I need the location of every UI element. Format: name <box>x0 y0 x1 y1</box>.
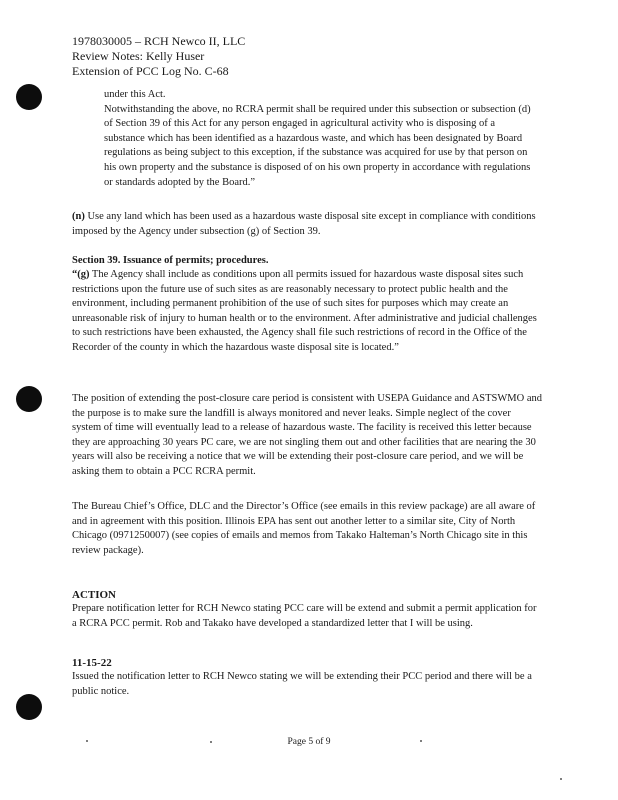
header-facility-id: 1978030005 – RCH Newco II, LLC <box>72 34 246 48</box>
quote-fragment: under this Act. <box>104 89 166 100</box>
binder-hole <box>16 84 42 110</box>
scan-speck <box>560 778 562 780</box>
item-n-lead: (n) <box>72 211 85 222</box>
binder-hole <box>16 694 42 720</box>
quoted-act-excerpt <box>104 88 534 190</box>
position-paragraph: The position of extending the post-closure care period is consistent with USEPA Guidance and ASTSWMO and the purpose is to make sure the landfill is always monitored and never leaks. Simple neglect of the cover system of time will eventually lead to a release of hazardous waste. The facility is received this letter because they are approaching 30 years PC care, we are not singling them out and other facilities that are nearing the 30 years will also be receiving a notice that we will be extending their post-closure care period, and we will be asking them to obtain a PCC RCRA permit. <box>72 393 542 477</box>
scan-speck <box>210 741 212 743</box>
section-39-text: The Agency shall include as conditions upon all permits issued for hazardous waste disposal sites such restrictions upon the future use of such sites as are reasonably necessary to protect public health and the environment, including permanent prohibition of the use of such sites for purposes which may create an unreasonable risk of injury to human health or to the environment. After administrative and judicial challenges to such restrictions have been exhausted, the Agency shall file such restrictions of record in the Office of the Recorder of the county in which the hazardous waste disposal site is located.” <box>72 269 537 353</box>
note-paragraph: Issued the notification letter to RCH Newco stating we will be extending their PCC period and there will be a public notice. <box>72 671 532 697</box>
action-heading: ACTION <box>72 589 117 601</box>
header-subject: Extension of PCC Log No. C-68 <box>72 64 229 78</box>
header-reviewer: Review Notes: Kelly Huser <box>72 49 205 63</box>
page-number: Page 5 of 9 <box>287 737 331 747</box>
section-39-heading: Section 39. Issuance of permits; procedures. <box>72 255 269 266</box>
action-paragraph: Prepare notification letter for RCH Newco stating PCC care will be extend and submit a permit application for a RCRA PCC permit. Rob and Takako have developed a standardized letter that I will be using. <box>72 603 537 629</box>
scan-speck <box>86 740 88 742</box>
scan-speck <box>420 740 422 742</box>
document-header <box>72 34 245 79</box>
item-n-text: Use any land which has been used as a hazardous waste disposal site except in compliance with conditions imposed by the Agency under subsection (g) of Section 39. <box>72 211 536 237</box>
binder-hole <box>16 386 42 412</box>
bureau-paragraph: The Bureau Chief’s Office, DLC and the Director’s Office (see emails in this review package) are all aware of and in agreement with this position. Illinois EPA has sent out another letter to a similar site, City of North Chicago (0971250007) (see copies of emails and memos from Takako Halteman’s North Chicago site in this review package). <box>72 501 536 556</box>
note-date-heading: 11-15-22 <box>72 657 112 669</box>
section-39-lead: “(g) <box>72 269 90 280</box>
item-n-paragraph <box>72 210 542 239</box>
quote-body: Notwithstanding the above, no RCRA permit shall be required under this subsection or subsection (d) of Section 39 of this Act for any person engaged in agricultural activity who is disposing of a substance which has been identified as a hazardous waste, and which has been designated by Board regulations as being subject to this exception, if the substance was acquired for use by that person on his own property and the substance is disposed of on his own property in accordance with regulations or standards adopted by the Board.” <box>104 103 531 188</box>
section-39-paragraph <box>72 268 542 356</box>
